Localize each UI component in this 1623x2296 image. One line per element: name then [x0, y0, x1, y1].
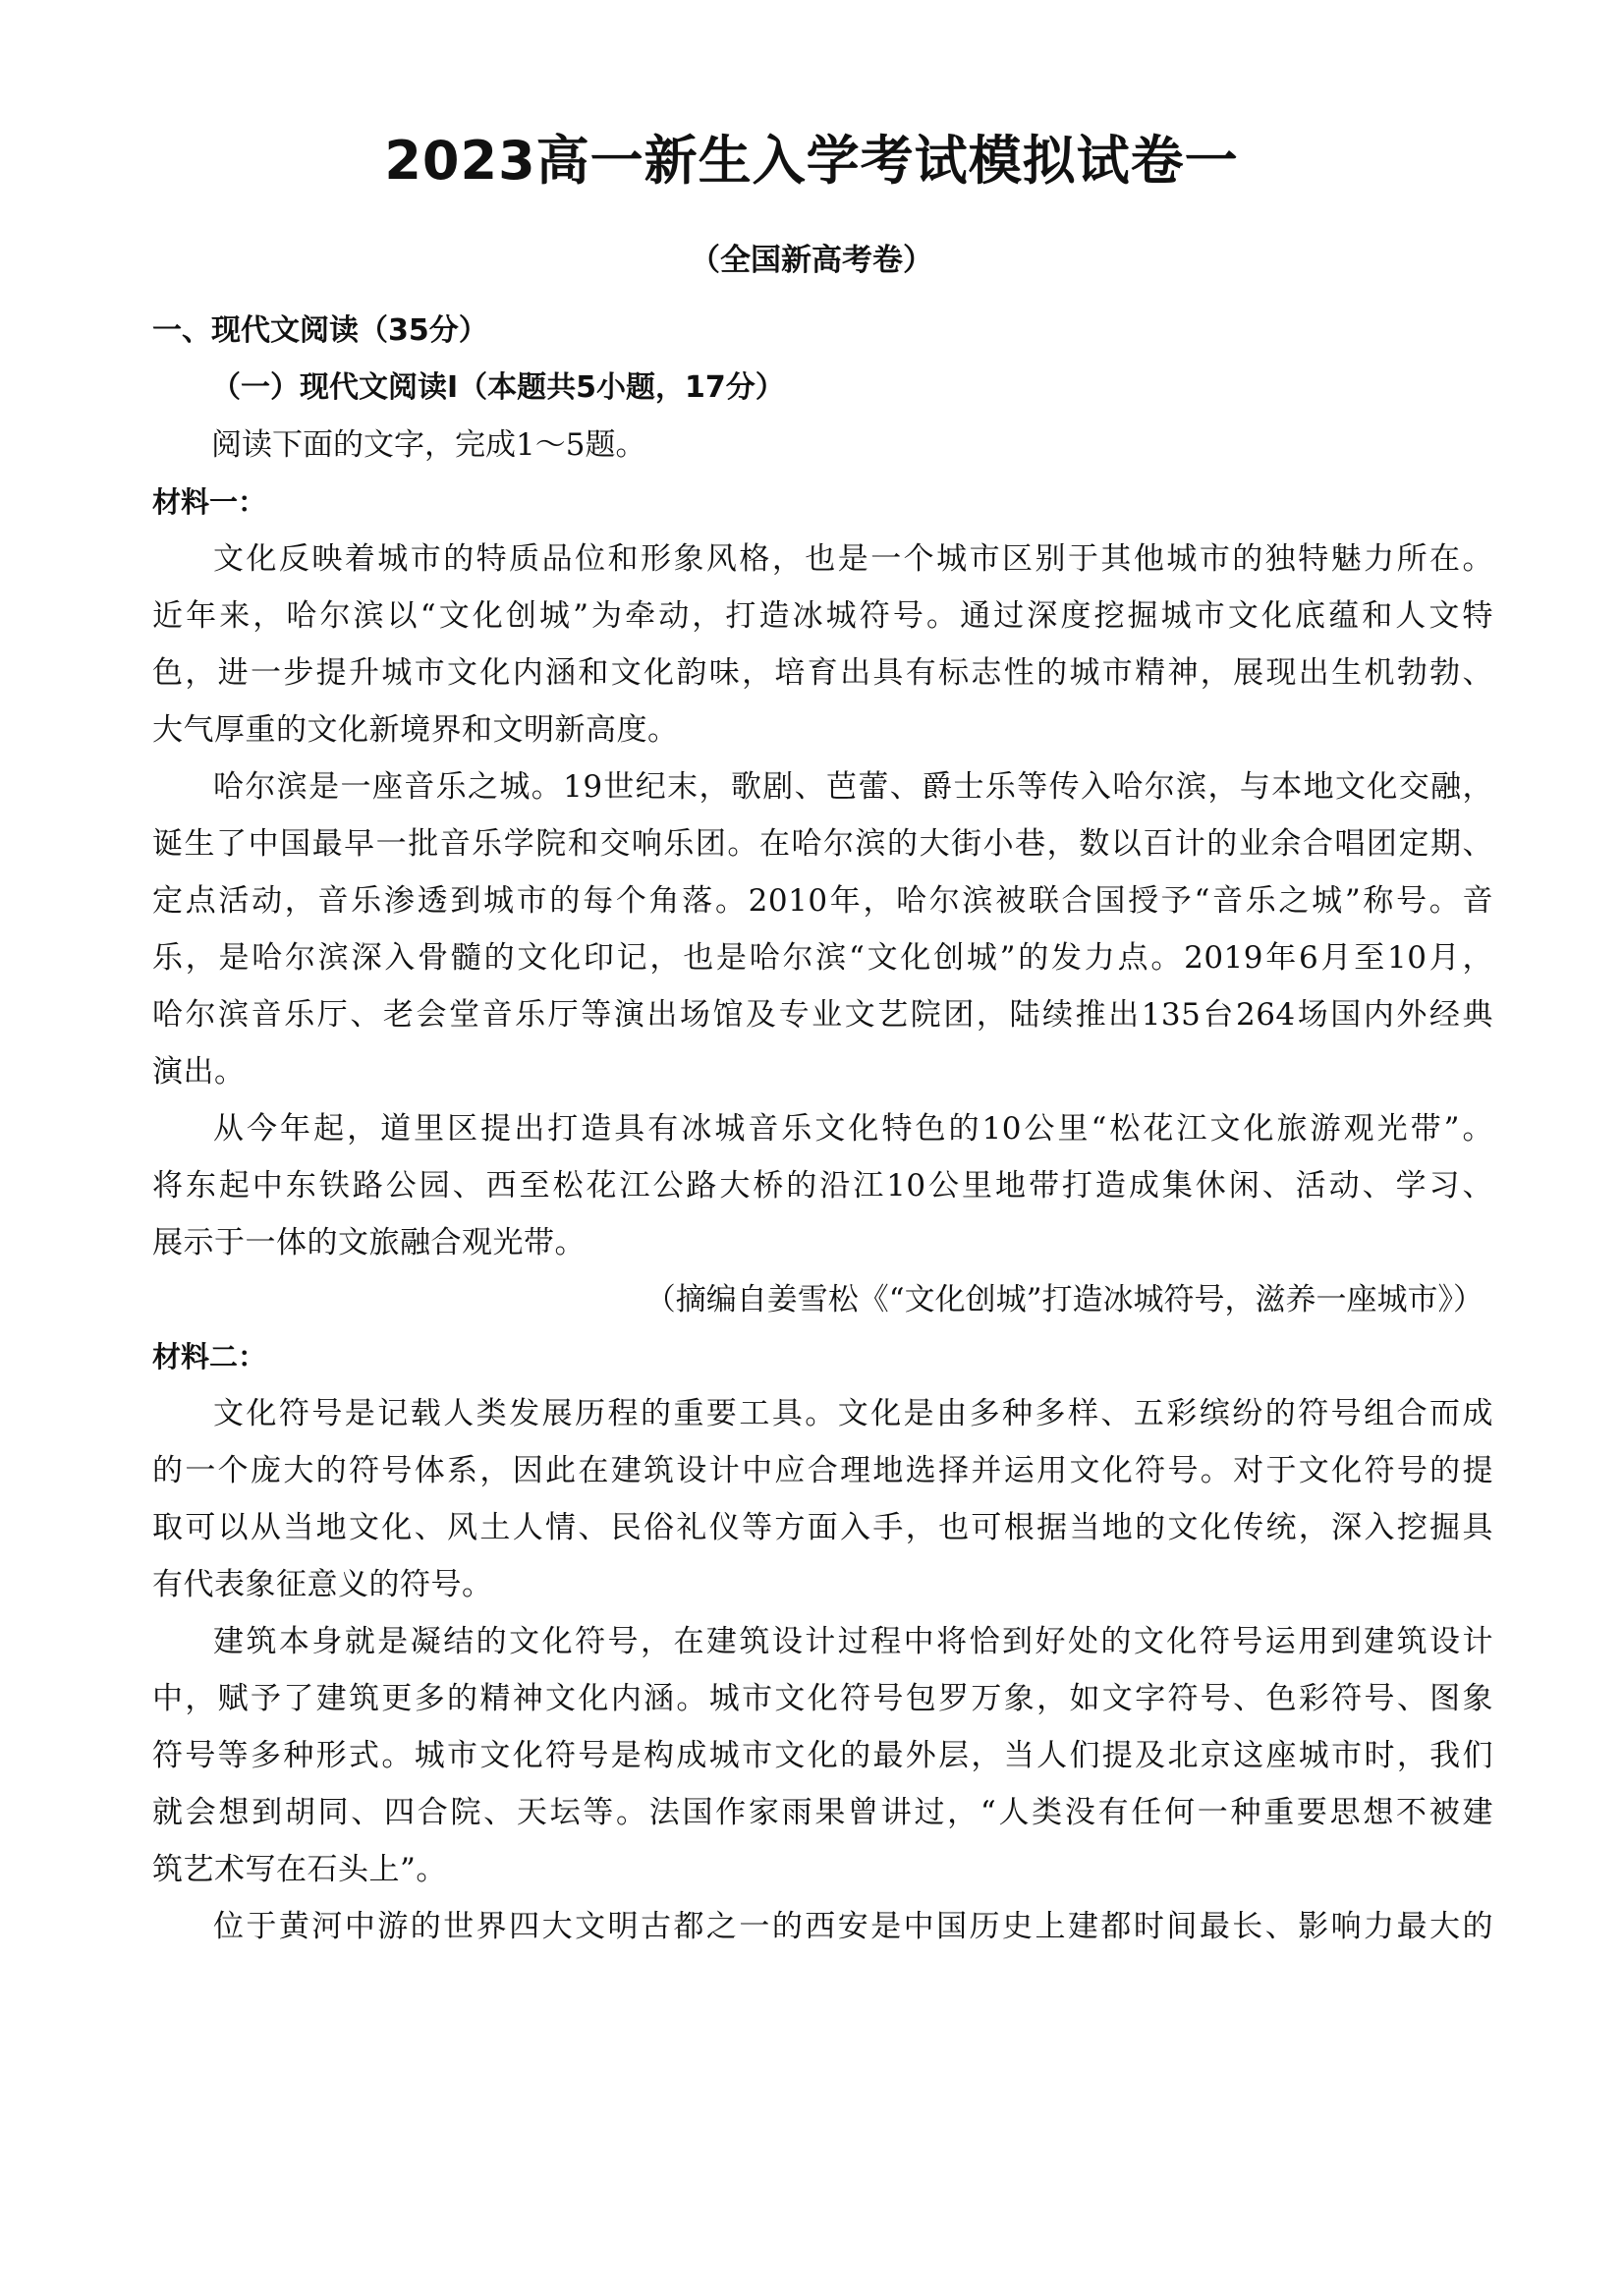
paragraph-line: 演出。	[152, 1054, 246, 1090]
paragraph-line: 哈尔滨是一座音乐之城。19世纪末，歌剧、芭蕾、爵士乐等传入哈尔滨，与本地文化交融，	[213, 769, 1493, 805]
paragraph-line: 中，赋予了建筑更多的精神文化内涵。城市文化符号包罗万象，如文字符号、色彩符号、图象	[152, 1681, 1493, 1716]
instruction-text: 阅读下面的文字，完成1～5题。	[211, 427, 646, 463]
section-heading: 一、现代文阅读（35分）	[152, 313, 488, 348]
exam-content	[152, 303, 1493, 1955]
material-2-label: 材料二：	[152, 1340, 267, 1373]
material-1-source: （摘编自姜雪松《“文化创城”打造冰城符号，滋养一座城市》）	[644, 1282, 1483, 1317]
paragraph-line: 诞生了中国最早一批音乐学院和交响乐团。在哈尔滨的大街小巷，数以百计的业余合唱团定期、	[152, 826, 1493, 862]
paragraph-line: 文化符号是记载人类发展历程的重要工具。文化是由多种多样、五彩缤纷的符号组合而成	[213, 1396, 1493, 1431]
exam-subtitle: （全国新高考卷）	[690, 243, 933, 278]
paragraph-line: 筑艺术写在石头上”。	[152, 1852, 447, 1887]
material-1-paragraph-3	[152, 1100, 1493, 1271]
paragraph-line: 符号等多种形式。城市文化符号是构成城市文化的最外层，当人们提及北京这座城市时，我们	[152, 1738, 1493, 1773]
paragraph-line: 大气厚重的文化新境界和文明新高度。	[152, 712, 679, 748]
paragraph-line: 有代表象征意义的符号。	[152, 1567, 493, 1602]
paragraph-line: 位于黄河中游的世界四大文明古都之一的西安是中国历史上建都时间最长、影响力最大的	[213, 1909, 1493, 1944]
exam-title: 2023高一新生入学考试模拟试卷一	[384, 130, 1239, 192]
paragraph-line: 定点活动，音乐渗透到城市的每个角落。2010年，哈尔滨被联合国授予“音乐之城”称号。音	[152, 883, 1493, 919]
paragraph-line: 建筑本身就是凝结的文化符号，在建筑设计过程中将恰到好处的文化符号运用到建筑设计	[213, 1624, 1493, 1659]
paragraph-line: 就会想到胡同、四合院、天坛等。法国作家雨果曾讲过，“人类没有任何一种重要思想不被建	[152, 1795, 1493, 1830]
paragraph-line: 近年来，哈尔滨以“文化创城”为牵动，打造冰城符号。通过深度挖掘城市文化底蕴和人文特	[152, 598, 1493, 634]
material-2-paragraph-2	[152, 1613, 1493, 1898]
material-2-paragraph-1	[152, 1385, 1493, 1613]
paragraph-line: 取可以从当地文化、风土人情、民俗礼仪等方面入手，也可根据当地的文化传统，深入挖掘具	[152, 1510, 1493, 1545]
paragraph-line: 文化反映着城市的特质品位和形象风格，也是一个城市区别于其他城市的独特魅力所在。	[213, 541, 1493, 577]
paragraph-line: 哈尔滨音乐厅、老会堂音乐厅等演出场馆及专业文艺院团，陆续推出135台264场国内外经典	[152, 997, 1493, 1033]
material-2-paragraph-3	[152, 1898, 1493, 1955]
paragraph-line: 从今年起，道里区提出打造具有冰城音乐文化特色的10公里“松花江文化旅游观光带”。	[213, 1111, 1493, 1147]
material-1-label: 材料一：	[152, 485, 267, 519]
paragraph-line: 将东起中东铁路公园、西至松花江公路大桥的沿江10公里地带打造成集休闲、活动、学习、	[152, 1168, 1493, 1204]
paragraph-line: 展示于一体的文旅融合观光带。	[152, 1225, 586, 1260]
material-1-paragraph-2	[152, 758, 1493, 1100]
paragraph-line: 乐，是哈尔滨深入骨髓的文化印记，也是哈尔滨“文化创城”的发力点。2019年6月至10月，	[152, 940, 1493, 976]
paragraph-line: 的一个庞大的符号体系，因此在建筑设计中应合理地选择并运用文化符号。对于文化符号的提	[152, 1453, 1493, 1488]
subsection-heading: （一）现代文阅读Ⅰ（本题共5小题，17分）	[211, 370, 785, 405]
material-1-paragraph-1	[152, 531, 1493, 758]
paragraph-line: 色，进一步提升城市文化内涵和文化韵味，培育出具有标志性的城市精神，展现出生机勃勃、	[152, 655, 1493, 691]
